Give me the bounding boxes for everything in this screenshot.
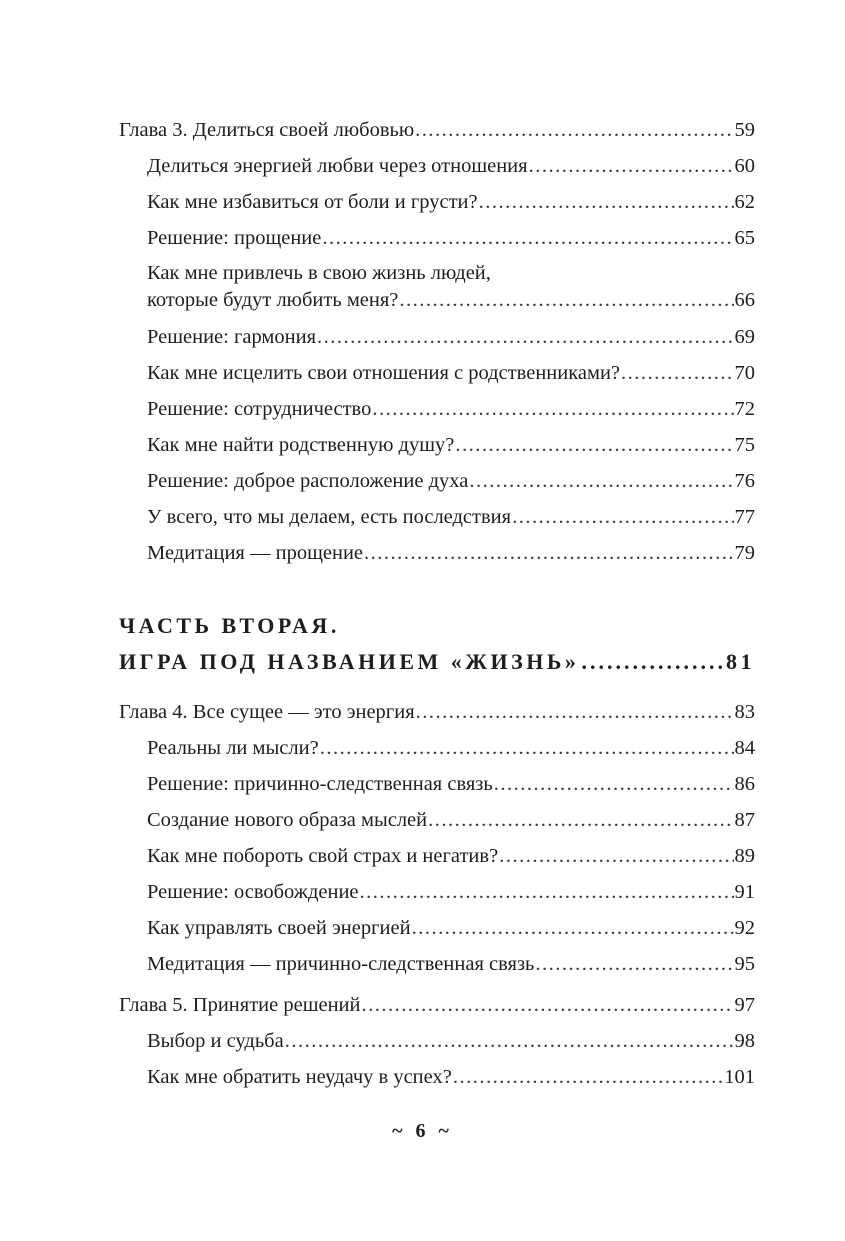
toc-entry: [147, 427, 755, 463]
toc-entry-label: Реальны ли мысли?: [147, 737, 319, 759]
part-heading-line-2: [119, 645, 755, 679]
leader-dots: [399, 287, 733, 314]
toc-page-number: 92: [734, 917, 755, 939]
toc-entry-label: Глава 4. Все сущее — это энергия: [119, 701, 415, 723]
leader-dots: [360, 874, 734, 910]
toc-entry-label: Глава 3. Делиться своей любовью: [119, 119, 415, 141]
leader-dots: [322, 220, 733, 256]
toc-entry: [147, 910, 755, 946]
toc-entry: [147, 802, 755, 838]
toc-chapter-5: [119, 987, 755, 1023]
toc-entry-label: Глава 5. Принятие решений: [119, 994, 361, 1016]
toc-page-number: 65: [734, 227, 755, 249]
toc-entry-label: Решение: прощение: [147, 227, 322, 249]
toc-entry-label: Как мне побороть свой страх и негатив?: [147, 845, 499, 867]
toc-page-number: 79: [734, 542, 755, 564]
toc-entry-label: которые будут любить меня?: [147, 289, 399, 311]
leader-dots: [362, 987, 734, 1023]
leader-dots: [285, 1023, 734, 1059]
toc-chapter-3: [119, 112, 755, 148]
toc-entry-label: Решение: доброе расположение духа: [147, 470, 469, 492]
leader-dots: [317, 319, 733, 355]
toc-entry: [147, 1059, 755, 1095]
toc-entry-label: Как мне избавиться от боли и грусти?: [147, 191, 478, 213]
toc-page-number: 81: [726, 649, 755, 674]
toc-page-number: 69: [734, 326, 755, 348]
leader-dots: [621, 355, 733, 391]
leader-dots: [412, 910, 734, 946]
toc-entry-label: Решение: освобождение: [147, 881, 359, 903]
leader-dots: [416, 694, 734, 730]
leader-dots: [469, 463, 733, 499]
toc-page-number: 77: [734, 506, 755, 528]
toc-page-number: 60: [734, 155, 755, 177]
toc-page-number: 59: [734, 119, 755, 141]
toc-entry-label: Как мне обратить неудачу в успех?: [147, 1066, 452, 1088]
toc-entry: [147, 535, 755, 571]
toc-entry-label: Медитация — прощение: [147, 542, 364, 564]
toc-page-number: 83: [734, 701, 755, 723]
page-number-footer: ~ 6 ~: [392, 1120, 453, 1142]
toc-entry: [147, 838, 755, 874]
toc-entry: [147, 1023, 755, 1059]
toc-page-number: 101: [724, 1066, 755, 1088]
toc-page-number: 89: [734, 845, 755, 867]
toc-entry-label: Решение: гармония: [147, 326, 317, 348]
toc-page-number: 84: [734, 737, 755, 759]
toc-entry: [147, 391, 755, 427]
toc-entry: [147, 355, 755, 391]
toc-entry-label: Решение: причинно-следственная связь: [147, 773, 493, 795]
leader-dots: [415, 112, 733, 148]
toc-entry: [147, 184, 755, 220]
toc-entry-label: Как управлять своей энергией: [147, 917, 411, 939]
toc-entry-label: Решение: сотрудничество: [147, 398, 372, 420]
part-heading-line-1: ЧАСТЬ ВТОРАЯ.: [119, 613, 340, 638]
toc-entry-label: Как мне найти родственную душу?: [147, 434, 455, 456]
toc-page-number: 98: [734, 1030, 755, 1052]
leader-dots: [535, 946, 733, 982]
leader-dots: [529, 148, 734, 184]
toc-entry: [147, 874, 755, 910]
leader-dots: [512, 499, 733, 535]
toc-entry-label: Создание нового образа мыслей: [147, 809, 428, 831]
toc-entry: [147, 766, 755, 802]
leader-dots: [499, 838, 733, 874]
toc-page-number: 91: [734, 881, 755, 903]
toc-entry: [147, 260, 755, 314]
toc-page-number: 75: [734, 434, 755, 456]
toc-entry-label: Делиться энергией любви через отношения: [147, 155, 528, 177]
toc-page-number: 62: [734, 191, 755, 213]
toc-page-number: 86: [734, 773, 755, 795]
leader-dots: [320, 730, 734, 766]
toc-entry: [147, 319, 755, 355]
leader-dots: [364, 535, 733, 571]
leader-dots: [581, 645, 724, 679]
toc-page-number: 70: [734, 362, 755, 384]
toc-chapter-4: [119, 694, 755, 730]
leader-dots: [479, 184, 734, 220]
leader-dots: [428, 802, 733, 838]
toc-page-number: 76: [734, 470, 755, 492]
toc-entry: [147, 148, 755, 184]
part-heading-title: ИГРА ПОД НАЗВАНИЕМ «ЖИЗНЬ»: [119, 649, 580, 674]
toc-entry-label: У всего, что мы делаем, есть последствия: [147, 506, 512, 528]
toc-entry-label: Как мне привлечь в свою жизнь людей,: [147, 262, 491, 284]
toc-page-number: 97: [734, 994, 755, 1016]
leader-dots: [372, 391, 733, 427]
toc-page-number: 72: [734, 398, 755, 420]
toc-entry: [147, 946, 755, 982]
toc-page-number: 66: [734, 289, 755, 311]
leader-dots: [494, 766, 734, 802]
toc-entry-label: Как мне исцелить свои отношения с родственниками?: [147, 362, 621, 384]
toc-entry: [147, 463, 755, 499]
toc-page-number: 95: [734, 953, 755, 975]
toc-entry-label: Выбор и судьба: [147, 1030, 284, 1052]
toc-page-number: 87: [734, 809, 755, 831]
leader-dots: [453, 1059, 723, 1095]
toc-entry: [147, 730, 755, 766]
leader-dots: [455, 427, 733, 463]
toc-entry-label: Медитация — причинно-следственная связь: [147, 953, 535, 975]
toc-entry: [147, 220, 755, 256]
toc-entry: [147, 499, 755, 535]
